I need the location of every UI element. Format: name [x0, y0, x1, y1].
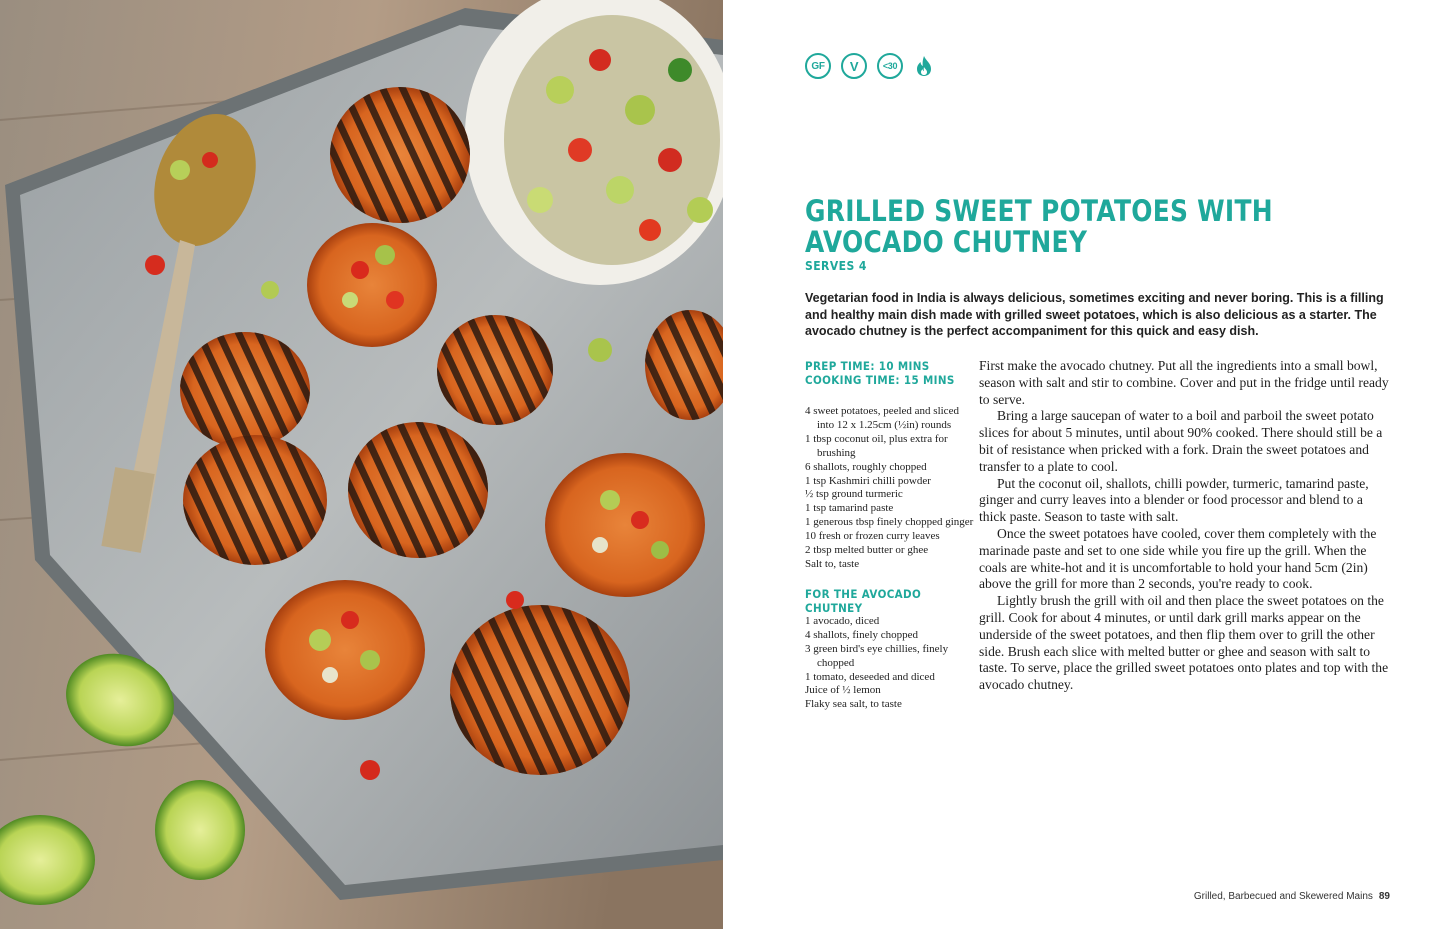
- ingredient: Flaky sea salt, to taste: [805, 698, 902, 711]
- ingredient-list: [805, 405, 975, 572]
- ingredient: Salt to, taste: [805, 557, 860, 570]
- method-step: Bring a large saucepan of water to a boil and parboil the sweet potato slices for about 5 minutes, until about 90% cooked. There should still be a bit of resistance when pricked with a fork. Drain the sweet potatoes and transfer to a plate to cool.: [979, 408, 1383, 474]
- ingredient: 6 shallots, roughly chopped: [805, 460, 927, 473]
- ingredient: 10 fresh or frozen curry leaves: [805, 530, 940, 543]
- method-column: [979, 358, 1389, 694]
- prep-time: PREP TIME: 10 MINS: [805, 359, 930, 373]
- gluten-free-icon: GF: [805, 53, 831, 79]
- page-number: 89: [1378, 891, 1390, 902]
- ingredient: 3 green bird's eye chillies, finely chopped: [805, 642, 949, 669]
- method-step: Put the coconut oil, shallots, chilli powder, turmeric, tamarind paste, ginger and curry leaves into a blender or food processor and blend to a thick paste. Season to taste with salt.: [979, 475, 1369, 525]
- chutney-heading: FOR THE AVOCADO CHUTNEY: [805, 586, 922, 615]
- flame-icon: [913, 54, 935, 78]
- ingredient: 1 avocado, diced: [805, 614, 880, 627]
- recipe-intro: Vegetarian food in India is always delicious, sometimes exciting and never boring. This is a filling and healthy main dish made with grilled sweet potatoes, which is also delicious as a starter. The avocado chutney is the perfect accompaniment for this quick and easy dish.: [805, 291, 1384, 339]
- ingredients-column: [805, 359, 975, 712]
- cooking-time: COOKING TIME: 15 MINS: [805, 373, 955, 387]
- ingredient: 1 tomato, deseeded and diced: [805, 670, 935, 683]
- under-30-minutes-icon: <30: [877, 53, 903, 79]
- ingredient: ½ tsp ground turmeric: [805, 488, 903, 501]
- ingredient: 1 tbsp coconut oil, plus extra for brushing: [805, 432, 948, 459]
- ingredient: 4 sweet potatoes, peeled and sliced into 12 x 1.25cm (½in) rounds: [805, 405, 959, 431]
- recipe-title: GRILLED SWEET POTATOES WITH AVOCADO CHUTNEY: [805, 194, 1273, 259]
- ingredient: 1 tsp Kashmiri chilli powder: [805, 474, 931, 487]
- dietary-icons: [805, 53, 935, 79]
- vegetarian-icon: V: [841, 53, 867, 79]
- chutney-ingredient-list: [805, 615, 975, 712]
- ingredient: 4 shallots, finely chopped: [805, 628, 919, 641]
- serves-label: SERVES 4: [805, 259, 867, 273]
- section-name: Grilled, Barbecued and Skewered Mains: [1193, 891, 1373, 902]
- method-step: First make the avocado chutney. Put all the ingredients into a small bowl, season with salt and stir to combine. Cover and put in the fridge until ready to serve.: [979, 358, 1389, 407]
- ingredient: Juice of ½ lemon: [805, 684, 881, 697]
- ingredient: 1 generous tbsp finely chopped ginger: [805, 516, 974, 529]
- method-step: Lightly brush the grill with oil and then place the sweet potatoes on the grill. Cook for about 4 minutes, or until dark grill marks appear on the underside of the sweet potatoes, and then flip them over to grill the other side. Brush each slice with melted butter or ghee and season with salt to taste. To serve, place the grilled sweet potatoes onto plates and top with the avocado chutney.: [979, 593, 1389, 693]
- ingredient: 1 tsp tamarind paste: [805, 502, 894, 515]
- recipe-page: [723, 0, 1445, 929]
- ingredient: 2 tbsp melted butter or ghee: [805, 544, 929, 557]
- method-step: Once the sweet potatoes have cooled, cover them completely with the marinade paste and set to one side while you fire up the grill. When the coals are white-hot and it is uncomfortable to hold your hand 5cm (2in) above the grill for more than 2 seconds, you're ready to cook.: [979, 525, 1377, 592]
- page-footer: [1194, 891, 1390, 902]
